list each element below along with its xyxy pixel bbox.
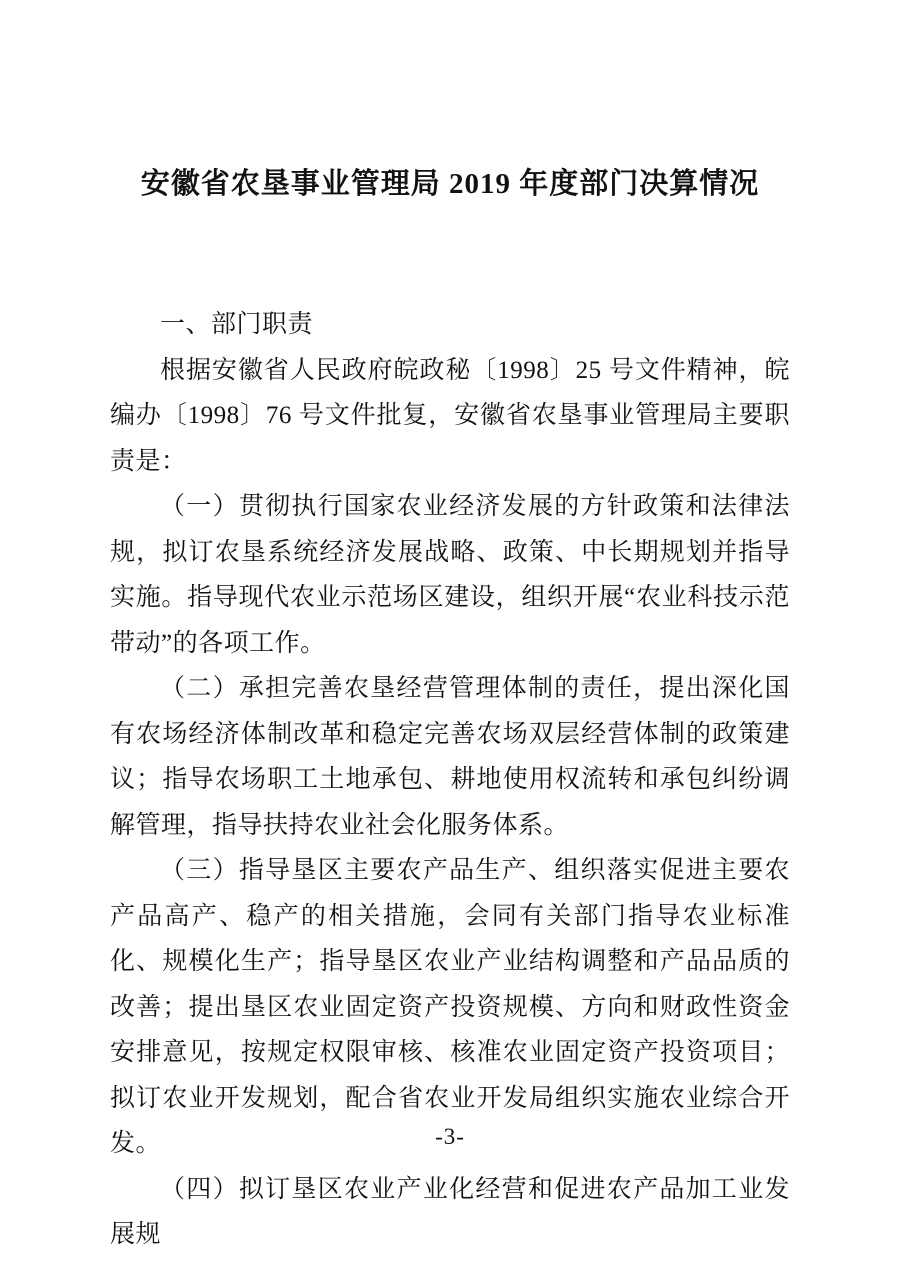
paragraph-duty-3: （三）指导垦区主要农产品生产、组织落实促进主要农产品高产、稳产的相关措施，会同有关部门指导农业标准化、规模化生产；指导垦区农业产业结构调整和产品品质的改善；提出垦区农业固定资产投资规模、方向和财政性资金安排意见，按规定权限审核、核准农业固定资产投资项目；拟订农业开发规划，配合省农业开发局组织实施农业综合开发。 bbox=[110, 857, 790, 1157]
document-body bbox=[110, 302, 790, 1258]
page-number: -3- bbox=[435, 1124, 465, 1149]
paragraph-duty-1: （一）贯彻执行国家农业经济发展的方针政策和法律法规，拟订农垦系统经济发展战略、政策、中长期规划并指导实施。指导现代农业示范场区建设，组织开展“农业科技示范带动”的各项工作。 bbox=[110, 493, 790, 657]
paragraph-intro: 根据安徽省人民政府皖政秘〔1998〕25 号文件精神，皖编办〔1998〕76 号文件批复，安徽省农垦事业管理局主要职责是： bbox=[110, 356, 790, 475]
document-title: 安徽省农垦事业管理局 2019 年度部门决算情况 bbox=[140, 168, 760, 200]
section-heading: 一、部门职责 bbox=[160, 311, 314, 338]
paragraph-duty-4: （四）拟订垦区农业产业化经营和促进农产品加工业发展规 bbox=[110, 1175, 790, 1248]
paragraph-duty-2: （二）承担完善农垦经营管理体制的责任，提出深化国有农场经济体制改革和稳定完善农场双层经营体制的政策建议；指导农场职工土地承包、耕地使用权流转和承包纠纷调解管理，指导扶持农业社会化服务体系。 bbox=[110, 675, 790, 839]
